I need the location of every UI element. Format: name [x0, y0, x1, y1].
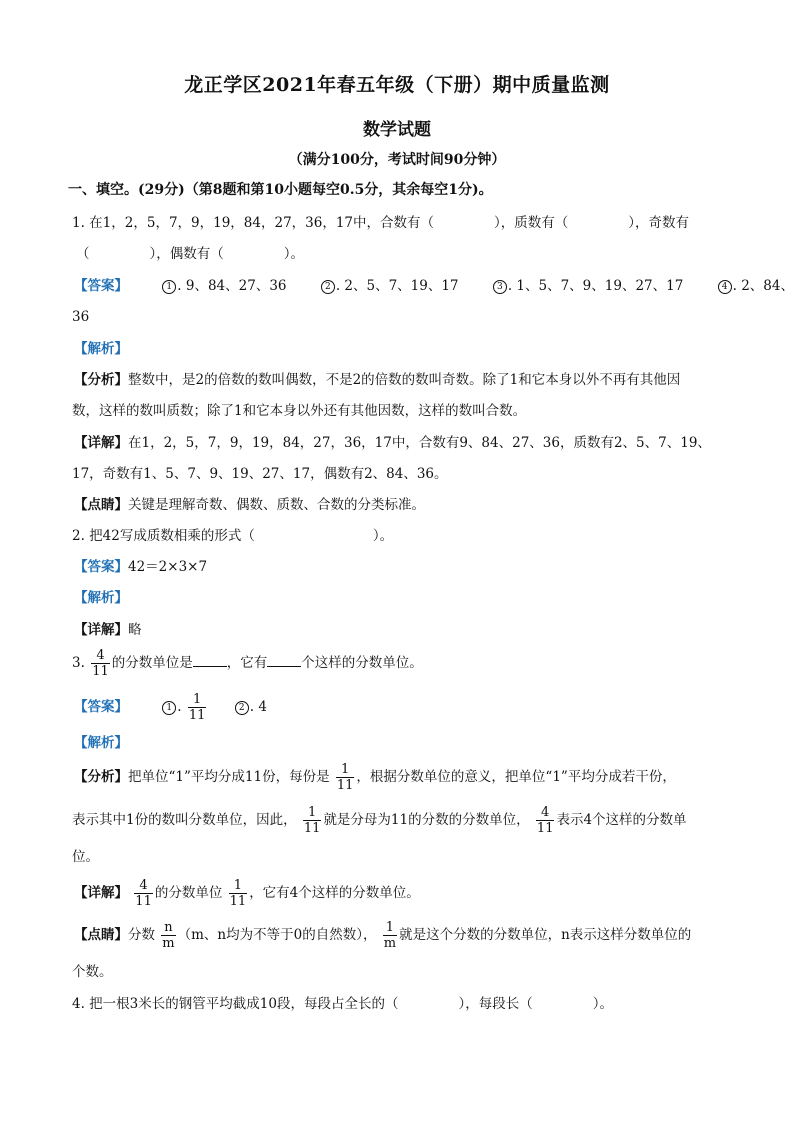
fraction [383, 920, 397, 951]
q3-fenxi-text2a: 表示其中1份的数叫分数单位，因此， [72, 812, 297, 828]
fraction-numerator: 1 [385, 920, 395, 935]
q3-fenxi-text1b: ，根据分数单位的意义，把单位“1”平均分成若干份， [356, 769, 676, 785]
q2-answer: 42＝2×3×7 [128, 559, 208, 575]
exam-title: 龙正学区2021年春五年级（下册）期中质量监测 [184, 74, 610, 96]
section-heading: 一、填空。(29分)（第8题和第10小题每空0.5分，其余每空1分)。 [68, 182, 493, 198]
q1-answer-3: . 1、5、7、9、19、27、17 [507, 278, 684, 294]
analysis-tag: 【解析】 [74, 735, 128, 751]
fenxi-tag: 【分析】 [74, 372, 128, 388]
fraction-numerator: 4 [139, 878, 148, 893]
xiangjie-tag: 【详解】 [74, 435, 128, 451]
answer-tag: 【答案】 [74, 559, 128, 575]
fraction-denominator: 11 [336, 778, 354, 793]
fraction-denominator: 11 [303, 821, 321, 836]
q3-fenxi-text2c: 表示4个这样的分数单 [556, 812, 687, 828]
q1-xiangjie-line2: 17，奇数有1、5、7、9、19、27、17，偶数有2、84、36。 [72, 466, 448, 482]
circled-number: 2 [235, 701, 249, 715]
fraction-denominator: 11 [536, 821, 554, 836]
q3-answer-1-dot: . [177, 699, 182, 715]
q1-answer-1: . 9、84、27、36 [177, 278, 287, 294]
q1-answer-line [74, 276, 794, 296]
analysis-tag: 【解析】 [74, 341, 128, 357]
q1-xiangjie-text1: 在1，2，5，7，9，19，84，27，36，17中，合数有9、84、27、36，质数有2、5、7、19、 [128, 435, 711, 451]
q3-fenxi-line3: 位。 [72, 849, 99, 865]
q1-answer-2: . 2、5、7、19、17 [335, 278, 459, 294]
q1-stem-a: 1. 在1，2，5，7，9，19，84，27，36，17中，合数有（ [72, 215, 435, 231]
fraction-denominator: 11 [229, 894, 247, 909]
q1-stem-line1 [72, 213, 732, 233]
fraction-numerator: 1 [233, 878, 243, 893]
fraction [229, 878, 248, 909]
fenxi-tag: 【分析】 [74, 769, 128, 785]
fraction-denominator: m [383, 936, 397, 951]
fraction [134, 878, 153, 909]
q3-answer-line [74, 690, 734, 724]
q2-answer-line [74, 557, 734, 577]
circled-number: 2 [321, 280, 335, 294]
q2-stem-a: 2. 把42写成质数相乘的形式（ [72, 528, 255, 544]
analysis-tag: 【解析】 [74, 590, 128, 606]
q3-xiangjie-text-a: 的分数单位 [154, 885, 223, 901]
q1-stem-f: ）。 [283, 246, 304, 262]
circled-number: 1 [162, 280, 176, 294]
answer-tag: 【答案】 [74, 699, 128, 715]
fraction [188, 692, 207, 723]
fraction-numerator: n [164, 920, 173, 935]
exam-subtitle: 数学试题 [363, 120, 431, 140]
exam-note: （满分100分，考试时间90分钟） [288, 152, 506, 168]
circled-number: 1 [162, 701, 176, 715]
fraction [536, 805, 555, 836]
fraction-denominator: 11 [135, 894, 152, 909]
q3-xiangjie-text-b: ，它有4个这样的分数单位。 [249, 885, 420, 901]
xiangjie-tag: 【详解】 [74, 885, 128, 901]
fraction [336, 762, 355, 793]
q1-stem-c: ），奇数有 [628, 215, 690, 231]
q2-stem-line [72, 526, 732, 546]
fraction-numerator: 1 [193, 692, 202, 707]
q4-stem-b: ），每段长（ [458, 996, 533, 1012]
q3-dianjing-text-a: 分数 [128, 927, 155, 943]
fraction-numerator: 1 [341, 762, 350, 777]
q1-answer-4: . 2、84、 [732, 278, 794, 294]
q3-fenxi-text2b: 就是分母为11的分数的分数单位， [323, 812, 530, 828]
q3-number: 3. [72, 655, 85, 671]
q1-answer-cont: 36 [72, 309, 90, 325]
fraction-denominator: 11 [188, 708, 206, 723]
q3-dianjing-text-b: （m、n均为不等于0的自然数）， [177, 927, 377, 943]
q1-stem-line2 [76, 244, 736, 264]
q3-fenxi-line1 [74, 760, 734, 794]
q3-dianjing-line [74, 918, 734, 952]
circled-number: 4 [718, 280, 732, 294]
q3-stem-line [72, 646, 732, 680]
q3-stem-c: 个这样的分数单位。 [301, 655, 423, 671]
fraction-numerator: 4 [541, 805, 550, 820]
dianjing-tag: 【点睛】 [74, 497, 128, 513]
q4-stem-line [72, 994, 732, 1014]
fraction [303, 805, 322, 836]
q4-stem-a: 4. 把一根3米长的钢管平均截成10段，每段占全长的（ [72, 996, 399, 1012]
q3-dianjing-text-c: 就是这个分数的分数单位，n表示这样分数单位的 [399, 927, 692, 943]
fraction-numerator: 1 [308, 805, 317, 820]
q2-xiangjie-line [74, 620, 734, 640]
fraction-numerator: 4 [96, 648, 105, 663]
q3-answer-2: . 4 [249, 699, 267, 715]
q3-fenxi-text1a: 把单位“1”平均分成11份，每份是 [128, 769, 330, 785]
q3-fenxi-line2 [72, 803, 732, 837]
q3-stem-b: ，它有 [226, 655, 268, 671]
q3-stem-a: 的分数单位是 [111, 655, 193, 671]
q1-dianjing-text: 关键是理解奇数、偶数、质数、合数的分类标准。 [128, 497, 425, 513]
q3-xiangjie-line [74, 876, 734, 910]
dianjing-tag: 【点睛】 [74, 927, 128, 943]
q1-stem-b: ），质数有（ [494, 215, 569, 231]
q1-stem-d: （ [76, 246, 90, 262]
q1-dianjing-line [74, 495, 734, 515]
q1-fenxi-text1: 整数中，是2的倍数的数叫偶数，不是2的倍数的数叫奇数。除了1和它本身以外不再有其他因 [128, 372, 681, 388]
q2-xiangjie-text: 略 [128, 622, 142, 638]
answer-tag: 【答案】 [74, 278, 128, 294]
q1-stem-e: ），偶数有（ [149, 246, 224, 262]
fraction-denominator: 11 [92, 664, 109, 679]
q3-dianjing-cont: 个数。 [72, 964, 113, 980]
q1-fenxi-line2: 数，这样的数叫质数；除了1和它本身以外还有其他因数，这样的数叫合数。 [72, 403, 527, 419]
fraction [91, 648, 110, 679]
xiangjie-tag: 【详解】 [74, 622, 128, 638]
fraction-denominator: m [162, 936, 175, 951]
q1-xiangjie-line1 [74, 433, 734, 453]
circled-number: 3 [493, 280, 507, 294]
q4-stem-c: ）。 [592, 996, 613, 1012]
q2-stem-b: ）。 [372, 528, 394, 544]
q1-fenxi-line1 [74, 370, 734, 390]
fraction [161, 920, 175, 951]
